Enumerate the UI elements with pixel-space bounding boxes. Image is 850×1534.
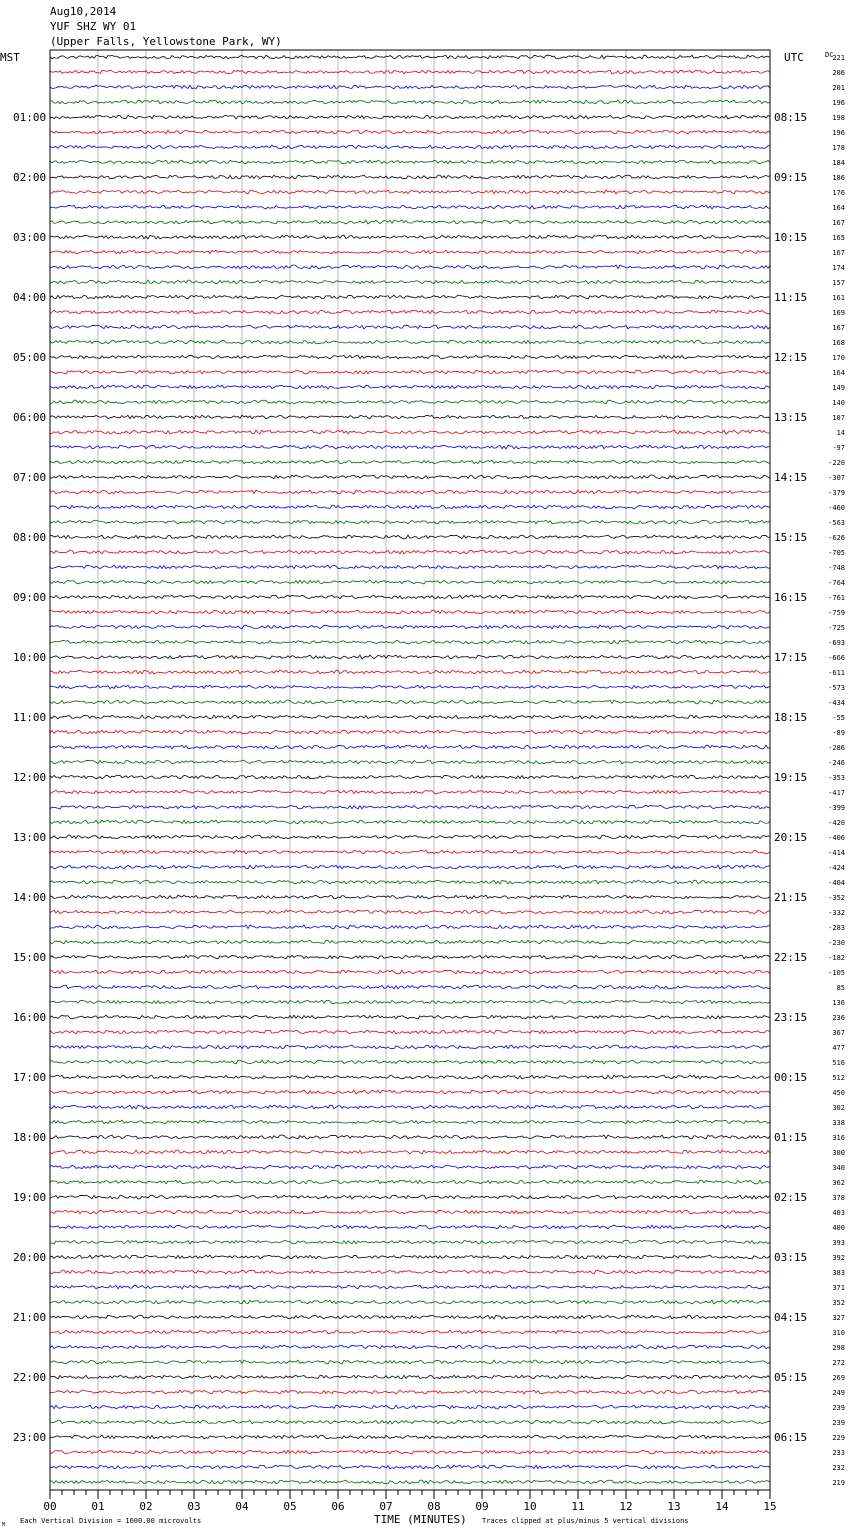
dc-offset-row-80: 392: [832, 1254, 845, 1262]
mst-label-03:00: 03:00: [13, 231, 47, 244]
trace-row-80: [50, 1255, 770, 1259]
mst-label-17:00: 17:00: [13, 1071, 47, 1084]
utc-label-04:15: 04:15: [774, 1311, 808, 1324]
dc-offset-row-12: 165: [832, 234, 845, 242]
mst-label-07:00: 07:00: [13, 471, 47, 484]
trace-row-89: [50, 1390, 770, 1394]
trace-row-26: [50, 445, 770, 449]
dc-offset-row-85: 310: [832, 1329, 845, 1337]
trace-row-93: [50, 1450, 770, 1454]
dc-offset-row-37: -759: [828, 609, 845, 617]
dc-offset-row-46: -286: [828, 744, 845, 752]
dc-offset-row-76: 378: [832, 1194, 845, 1202]
trace-row-70: [50, 1105, 770, 1109]
dc-offset-row-49: -417: [828, 789, 845, 797]
mst-label-18:00: 18:00: [13, 1131, 47, 1144]
trace-row-23: [50, 400, 770, 404]
dc-offset-row-3: 196: [832, 99, 845, 107]
utc-label-00:15: 00:15: [774, 1071, 808, 1084]
trace-row-76: [50, 1195, 770, 1199]
mst-label-01:00: 01:00: [13, 111, 47, 124]
utc-label-17:15: 17:15: [774, 651, 808, 664]
x-tick-label-05: 05: [283, 1500, 297, 1513]
dc-offset-row-36: -761: [828, 594, 845, 602]
dc-offset-row-30: -460: [828, 504, 845, 512]
dc-offset-row-62: 85: [836, 984, 845, 992]
utc-label-10:15: 10:15: [774, 231, 808, 244]
mst-label-04:00: 04:00: [13, 291, 47, 304]
dc-offset-row-48: -353: [828, 774, 845, 782]
trace-row-55: [50, 880, 770, 884]
x-tick-label-12: 12: [619, 1500, 633, 1513]
trace-row-30: [50, 505, 770, 509]
trace-row-1: [50, 70, 770, 74]
dc-offset-row-2: 201: [832, 84, 845, 92]
dc-offset-row-29: -379: [828, 489, 845, 497]
seismic-traces: [50, 55, 770, 1484]
trace-row-69: [50, 1090, 770, 1094]
trace-row-29: [50, 490, 770, 494]
x-tick-label-11: 11: [571, 1500, 585, 1513]
dc-offset-row-31: -563: [828, 519, 845, 527]
trace-row-71: [50, 1120, 770, 1124]
x-tick-label-02: 02: [139, 1500, 153, 1513]
dc-offset-row-77: 403: [832, 1209, 845, 1217]
trace-row-20: [50, 355, 770, 359]
trace-row-94: [50, 1465, 770, 1469]
trace-row-19: [50, 340, 770, 344]
right-timezone-label: UTC: [784, 51, 804, 64]
trace-row-2: [50, 85, 770, 89]
dc-offset-row-75: 362: [832, 1179, 845, 1187]
dc-offset-labels: [828, 54, 845, 1487]
utc-label-12:15: 12:15: [774, 351, 808, 364]
trace-row-85: [50, 1330, 770, 1334]
x-tick-label-13: 13: [667, 1500, 681, 1513]
trace-row-48: [50, 775, 770, 779]
trace-row-7: [50, 160, 770, 164]
mst-label-11:00: 11:00: [13, 711, 47, 724]
dc-offset-row-18: 167: [832, 324, 845, 332]
dc-offset-row-91: 239: [832, 1419, 845, 1427]
dc-offset-row-14: 174: [832, 264, 845, 272]
dc-offset-row-59: -230: [828, 939, 845, 947]
trace-row-54: [50, 865, 770, 869]
trace-row-73: [50, 1150, 770, 1154]
trace-row-51: [50, 820, 770, 824]
utc-label-13:15: 13:15: [774, 411, 808, 424]
mst-label-16:00: 16:00: [13, 1011, 47, 1024]
dc-offset-row-35: -764: [828, 579, 845, 587]
utc-label-06:15: 06:15: [774, 1431, 808, 1444]
dc-offset-row-27: -220: [828, 459, 845, 467]
dc-offset-row-25: 14: [836, 429, 845, 437]
dc-offset-row-17: 169: [832, 309, 845, 317]
minute-grid: [98, 50, 722, 1490]
trace-row-24: [50, 415, 770, 419]
utc-label-08:15: 08:15: [774, 111, 808, 124]
x-tick-label-03: 03: [187, 1500, 201, 1513]
trace-row-60: [50, 955, 770, 959]
mst-label-23:00: 23:00: [13, 1431, 47, 1444]
x-tick-label-01: 01: [91, 1500, 105, 1513]
dc-offset-row-95: 219: [832, 1479, 845, 1487]
dc-offset-row-33: -705: [828, 549, 845, 557]
trace-row-47: [50, 760, 770, 764]
dc-offset-row-58: -283: [828, 924, 845, 932]
dc-offset-row-32: -626: [828, 534, 845, 542]
mst-label-20:00: 20:00: [13, 1251, 47, 1264]
mst-label-13:00: 13:00: [13, 831, 47, 844]
trace-row-21: [50, 370, 770, 374]
dc-header-label: DC: [825, 51, 834, 59]
plot-date: Aug10,2014: [50, 5, 117, 18]
trace-row-57: [50, 910, 770, 914]
trace-row-64: [50, 1015, 770, 1019]
dc-offset-row-41: -611: [828, 669, 845, 677]
dc-offset-row-63: 136: [832, 999, 845, 1007]
utc-label-15:15: 15:15: [774, 531, 808, 544]
trace-row-45: [50, 730, 770, 734]
utc-label-02:15: 02:15: [774, 1191, 808, 1204]
dc-offset-row-6: 178: [832, 144, 845, 152]
utc-label-19:15: 19:15: [774, 771, 808, 784]
utc-label-23:15: 23:15: [774, 1011, 808, 1024]
mst-label-21:00: 21:00: [13, 1311, 47, 1324]
trace-row-5: [50, 130, 770, 134]
mst-label-14:00: 14:00: [13, 891, 47, 904]
mst-label-15:00: 15:00: [13, 951, 47, 964]
trace-row-4: [50, 115, 770, 119]
trace-row-66: [50, 1045, 770, 1049]
trace-row-17: [50, 310, 770, 314]
dc-offset-row-90: 239: [832, 1404, 845, 1412]
trace-row-14: [50, 265, 770, 269]
utc-label-21:15: 21:15: [774, 891, 808, 904]
trace-row-40: [50, 655, 770, 659]
corner-mark: M: [2, 1522, 6, 1528]
dc-offset-row-10: 164: [832, 204, 845, 212]
left-timezone-label: MST: [0, 51, 20, 64]
dc-offset-row-60: -182: [828, 954, 845, 962]
trace-row-56: [50, 895, 770, 899]
dc-offset-row-65: 367: [832, 1029, 845, 1037]
trace-row-49: [50, 790, 770, 794]
trace-row-50: [50, 805, 770, 809]
dc-offset-row-20: 170: [832, 354, 845, 362]
trace-row-35: [50, 580, 770, 584]
dc-offset-row-34: -748: [828, 564, 845, 572]
dc-offset-row-8: 186: [832, 174, 845, 182]
trace-row-53: [50, 850, 770, 854]
trace-row-44: [50, 715, 770, 719]
dc-offset-row-1: 206: [832, 69, 845, 77]
dc-offset-row-15: 157: [832, 279, 845, 287]
dc-offset-row-23: 140: [832, 399, 845, 407]
trace-row-34: [50, 565, 770, 569]
dc-offset-row-94: 232: [832, 1464, 845, 1472]
x-tick-label-10: 10: [523, 1500, 537, 1513]
dc-offset-row-53: -414: [828, 849, 845, 857]
dc-offset-row-70: 302: [832, 1104, 845, 1112]
dc-offset-row-50: -399: [828, 804, 845, 812]
trace-row-31: [50, 520, 770, 524]
trace-row-59: [50, 940, 770, 944]
dc-offset-row-61: -105: [828, 969, 845, 977]
trace-row-65: [50, 1030, 770, 1034]
dc-offset-row-4: 198: [832, 114, 845, 122]
x-axis-title: TIME (MINUTES): [374, 1513, 467, 1526]
utc-time-labels: [774, 111, 807, 1444]
utc-label-01:15: 01:15: [774, 1131, 808, 1144]
dc-offset-row-86: 298: [832, 1344, 845, 1352]
trace-row-74: [50, 1165, 770, 1169]
dc-offset-row-26: -97: [832, 444, 845, 452]
trace-row-32: [50, 535, 770, 539]
dc-offset-row-28: -307: [828, 474, 845, 482]
trace-row-27: [50, 460, 770, 464]
dc-offset-row-45: -89: [832, 729, 845, 737]
dc-offset-row-87: 272: [832, 1359, 845, 1367]
dc-offset-row-79: 393: [832, 1239, 845, 1247]
dc-offset-row-74: 340: [832, 1164, 845, 1172]
trace-row-28: [50, 475, 770, 479]
trace-row-83: [50, 1300, 770, 1304]
dc-offset-row-51: -420: [828, 819, 845, 827]
trace-row-38: [50, 625, 770, 629]
mst-label-10:00: 10:00: [13, 651, 47, 664]
trace-row-0: [50, 55, 770, 59]
vertical-division-note: Each Vertical Division = 1600.00 microvolts: [20, 1517, 202, 1525]
trace-row-95: [50, 1480, 770, 1484]
dc-offset-row-57: -332: [828, 909, 845, 917]
dc-offset-row-16: 161: [832, 294, 845, 302]
trace-row-77: [50, 1210, 770, 1214]
dc-offset-row-72: 316: [832, 1134, 845, 1142]
trace-row-18: [50, 325, 770, 329]
trace-row-87: [50, 1360, 770, 1364]
utc-label-22:15: 22:15: [774, 951, 808, 964]
trace-row-61: [50, 970, 770, 974]
dc-offset-row-69: 450: [832, 1089, 845, 1097]
dc-offset-row-39: -693: [828, 639, 845, 647]
x-tick-label-09: 09: [475, 1500, 489, 1513]
dc-offset-row-9: 176: [832, 189, 845, 197]
mst-label-02:00: 02:00: [13, 171, 47, 184]
dc-offset-row-54: -424: [828, 864, 845, 872]
mst-label-05:00: 05:00: [13, 351, 47, 364]
dc-offset-row-21: 164: [832, 369, 845, 377]
dc-offset-row-22: 149: [832, 384, 845, 392]
dc-offset-row-47: -246: [828, 759, 845, 767]
dc-offset-row-24: 107: [832, 414, 845, 422]
utc-label-09:15: 09:15: [774, 171, 808, 184]
trace-row-68: [50, 1075, 770, 1079]
trace-row-36: [50, 595, 770, 599]
trace-row-16: [50, 295, 770, 299]
trace-row-42: [50, 685, 770, 689]
trace-row-3: [50, 100, 770, 104]
trace-row-86: [50, 1345, 770, 1349]
plot-frame: [50, 50, 770, 1490]
dc-offset-row-78: 400: [832, 1224, 845, 1232]
mst-label-08:00: 08:00: [13, 531, 47, 544]
dc-offset-row-88: 269: [832, 1374, 845, 1382]
mst-time-labels: [13, 111, 46, 1444]
utc-label-18:15: 18:15: [774, 711, 808, 724]
dc-offset-row-5: 196: [832, 129, 845, 137]
trace-row-12: [50, 235, 770, 239]
dc-offset-row-83: 352: [832, 1299, 845, 1307]
dc-offset-row-52: -406: [828, 834, 845, 842]
dc-offset-row-0: 221: [832, 54, 845, 62]
dc-offset-row-55: -404: [828, 879, 845, 887]
utc-label-14:15: 14:15: [774, 471, 808, 484]
trace-row-9: [50, 190, 770, 194]
time-axis: [43, 1490, 776, 1513]
trace-row-10: [50, 205, 770, 209]
dc-offset-row-73: 300: [832, 1149, 845, 1157]
mst-label-09:00: 09:00: [13, 591, 47, 604]
trace-row-52: [50, 835, 770, 839]
dc-offset-row-81: 383: [832, 1269, 845, 1277]
trace-row-11: [50, 220, 770, 224]
trace-row-88: [50, 1375, 770, 1379]
trace-row-79: [50, 1240, 770, 1244]
station-code: YUF SHZ WY 01: [50, 20, 137, 33]
trace-row-13: [50, 250, 770, 254]
dc-offset-row-7: 184: [832, 159, 845, 167]
dc-offset-row-13: 167: [832, 249, 845, 257]
trace-row-58: [50, 925, 770, 929]
x-tick-label-04: 04: [235, 1500, 249, 1513]
dc-offset-row-11: 167: [832, 219, 845, 227]
trace-row-81: [50, 1270, 770, 1274]
mst-label-06:00: 06:00: [13, 411, 47, 424]
dc-offset-row-68: 512: [832, 1074, 845, 1082]
clipping-note: Traces clipped at plus/minus 5 vertical divisions: [482, 1517, 689, 1525]
trace-row-72: [50, 1135, 770, 1139]
trace-row-6: [50, 145, 770, 149]
dc-offset-row-44: -55: [832, 714, 845, 722]
trace-row-8: [50, 175, 770, 179]
dc-offset-row-43: -434: [828, 699, 845, 707]
x-tick-label-00: 00: [43, 1500, 57, 1513]
utc-label-05:15: 05:15: [774, 1371, 808, 1384]
utc-label-16:15: 16:15: [774, 591, 808, 604]
trace-row-15: [50, 280, 770, 284]
dc-offset-row-84: 327: [832, 1314, 845, 1322]
trace-row-46: [50, 745, 770, 749]
dc-offset-row-40: -666: [828, 654, 845, 662]
x-tick-label-07: 07: [379, 1500, 393, 1513]
x-tick-label-06: 06: [331, 1500, 345, 1513]
station-location: (Upper Falls, Yellowstone Park, WY): [50, 35, 282, 48]
trace-row-41: [50, 670, 770, 674]
mst-label-22:00: 22:00: [13, 1371, 47, 1384]
dc-offset-row-67: 516: [832, 1059, 845, 1067]
x-tick-label-15: 15: [763, 1500, 777, 1513]
trace-row-92: [50, 1435, 770, 1439]
trace-row-67: [50, 1060, 770, 1064]
trace-row-78: [50, 1225, 770, 1229]
trace-row-22: [50, 385, 770, 389]
dc-offset-row-92: 229: [832, 1434, 845, 1442]
trace-row-90: [50, 1405, 770, 1409]
trace-row-39: [50, 640, 770, 644]
trace-row-25: [50, 430, 770, 434]
x-tick-label-08: 08: [427, 1500, 441, 1513]
dc-offset-row-19: 168: [832, 339, 845, 347]
dc-offset-row-89: 249: [832, 1389, 845, 1397]
trace-row-82: [50, 1285, 770, 1289]
dc-offset-row-42: -573: [828, 684, 845, 692]
dc-offset-row-66: 477: [832, 1044, 845, 1052]
x-tick-label-14: 14: [715, 1500, 729, 1513]
dc-offset-row-93: 233: [832, 1449, 845, 1457]
utc-label-11:15: 11:15: [774, 291, 808, 304]
trace-row-43: [50, 700, 770, 704]
trace-row-62: [50, 985, 770, 989]
mst-label-19:00: 19:00: [13, 1191, 47, 1204]
trace-row-33: [50, 550, 770, 554]
mst-label-12:00: 12:00: [13, 771, 47, 784]
trace-row-75: [50, 1180, 770, 1184]
dc-offset-row-38: -725: [828, 624, 845, 632]
dc-offset-row-64: 236: [832, 1014, 845, 1022]
trace-row-63: [50, 1000, 770, 1004]
utc-label-03:15: 03:15: [774, 1251, 808, 1264]
trace-row-91: [50, 1420, 770, 1424]
dc-offset-row-56: -352: [828, 894, 845, 902]
utc-label-20:15: 20:15: [774, 831, 808, 844]
trace-row-37: [50, 610, 770, 614]
trace-row-84: [50, 1315, 770, 1319]
dc-offset-row-71: 338: [832, 1119, 845, 1127]
dc-offset-row-82: 371: [832, 1284, 845, 1292]
